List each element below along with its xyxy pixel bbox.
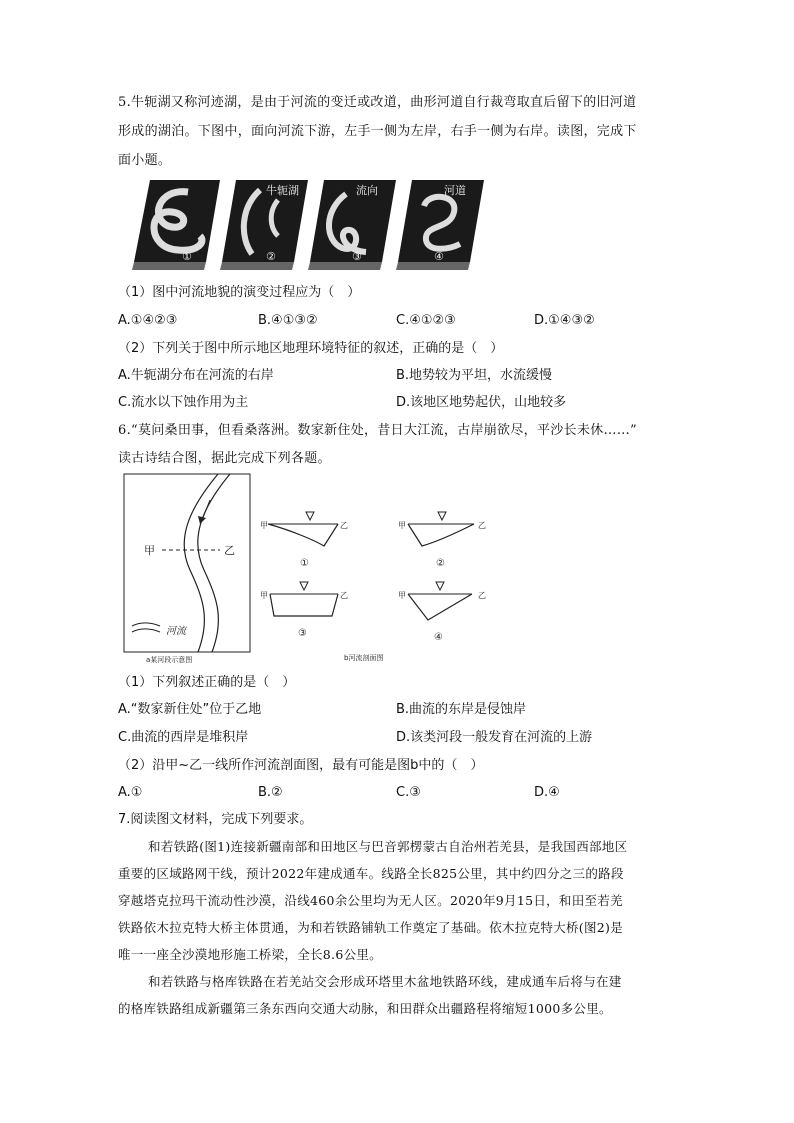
q5-stem-line3: 面小题。 bbox=[118, 153, 172, 168]
profile-4-number: ④ bbox=[434, 632, 443, 643]
profile-1-yi: 乙 bbox=[340, 521, 348, 530]
q7-para2-line1: 和若铁路与格库铁路在若羌站交会形成环塔里木盆地铁路环线，建成通车后将与在建 bbox=[148, 974, 622, 989]
q5-sub1-option-d[interactable]: D.①④③② bbox=[534, 313, 595, 328]
panel-2-number: ② bbox=[266, 250, 276, 263]
profile-1 bbox=[260, 512, 348, 569]
profile-4-jia: 甲 bbox=[398, 591, 406, 600]
q6-sub2-option-a[interactable]: A.① bbox=[118, 785, 143, 800]
q6-sub1-question: （1）下列叙述正确的是（ ） bbox=[118, 675, 296, 690]
q5-sub1-option-b[interactable]: B.④①③② bbox=[258, 313, 318, 328]
map-river-label: 河流 bbox=[166, 626, 186, 637]
q7-title: 7.阅读图文材料，完成下列要求。 bbox=[118, 812, 313, 827]
profile-2-jia: 甲 bbox=[398, 521, 406, 530]
q6-sub2-option-b[interactable]: B.② bbox=[258, 785, 283, 800]
oxbow-lake-figure bbox=[128, 178, 488, 273]
map-jia-label: 甲 bbox=[144, 544, 155, 557]
q7-para2-line2: 的格库铁路组成新疆第三条东西向交通大动脉，和田群众出疆路程将缩短1000多公里。 bbox=[118, 1001, 612, 1016]
profile-4-yi: 乙 bbox=[478, 591, 486, 600]
q5-sub2-option-b[interactable]: B.地势较为平坦，水流缓慢 bbox=[396, 368, 553, 383]
panel-3 bbox=[308, 180, 396, 270]
profile-3 bbox=[260, 582, 348, 639]
panel-1-number: ① bbox=[182, 250, 192, 263]
map-caption: a某河段示意图 bbox=[146, 656, 193, 664]
q5-sub2-question: （2）下列关于图中所示地区地理环境特征的叙述，正确的是（ ） bbox=[118, 341, 504, 356]
q6-sub1-option-a[interactable]: A.“数家新住处”位于乙地 bbox=[118, 702, 262, 717]
profile-2-number: ② bbox=[436, 558, 445, 569]
q7-para1-line3: 穿越塔克拉玛干流动性沙漠，沿线460余公里均为无人区。2020年9月15日，和田至若羌 bbox=[118, 893, 623, 908]
q6-sub1-option-d[interactable]: D.该类河段一般发育在河流的上游 bbox=[396, 730, 593, 745]
q7-para1-line2: 重要的区域路网干线，预计2022年建成通车。线路全长825公里，其中约四分之三的路段 bbox=[118, 866, 624, 881]
river-section-map bbox=[124, 474, 250, 664]
profile-3-yi: 乙 bbox=[340, 591, 348, 600]
q5-sub2-option-a[interactable]: A.牛轭湖分布在河流的右岸 bbox=[118, 368, 274, 383]
profile-2 bbox=[398, 512, 486, 569]
map-yi-label: 乙 bbox=[224, 544, 235, 557]
channel-label: 河道 bbox=[444, 184, 466, 197]
profile-3-number: ③ bbox=[298, 628, 307, 639]
panel-3-number: ③ bbox=[352, 250, 362, 263]
q5-stem-line1: 5.牛轭湖又称河迹湖，是由于河流的变迁或改道，曲形河道自行裁弯取直后留下的旧河道 bbox=[118, 95, 637, 110]
q5-sub1-question: （1）图中河流地貌的演变过程应为（ ） bbox=[118, 285, 361, 300]
q6-sub2-option-d[interactable]: D.④ bbox=[534, 785, 560, 800]
q7-para1-line5: 唯一一座全沙漠地形施工桥梁，全长8.6公里。 bbox=[118, 947, 382, 962]
q5-stem-line2: 形成的湖泊。下图中，面向河流下游，左手一侧为左岸，右手一侧为右岸。读图，完成下 bbox=[118, 124, 637, 139]
q6-stem-line1: 6.“莫问桑田事，但看桑落洲。数家新住处，昔日大江流，古岸崩欲尽，平沙长未休……” bbox=[118, 423, 637, 438]
q6-sub1-option-b[interactable]: B.曲流的东岸是侵蚀岸 bbox=[396, 702, 527, 717]
oxbow-label: 牛轭湖 bbox=[266, 184, 299, 197]
profile-2-yi: 乙 bbox=[478, 521, 486, 530]
panel-1 bbox=[132, 180, 220, 270]
q5-sub2-option-c[interactable]: C.流水以下蚀作用为主 bbox=[118, 395, 249, 410]
panel-4 bbox=[396, 180, 484, 270]
profile-1-number: ① bbox=[300, 558, 309, 569]
q5-sub1-option-a[interactable]: A.①④②③ bbox=[118, 313, 178, 328]
q7-para1-line4: 铁路依木拉克特大桥主体贯通，为和若铁路铺轨工作奠定了基础。依木拉克特大桥(图2)是 bbox=[118, 920, 624, 935]
q6-sub2-option-c[interactable]: C.③ bbox=[396, 785, 421, 800]
q6-sub1-option-c[interactable]: C.曲流的西岸是堆积岸 bbox=[118, 730, 249, 745]
profile-1-jia: 甲 bbox=[260, 521, 268, 530]
profile-3-jia: 甲 bbox=[260, 591, 268, 600]
profile-caption: b河流剖面图 bbox=[344, 654, 384, 662]
q7-para1-line1: 和若铁路(图1)连接新疆南部和田地区与巴音郭楞蒙古自治州若羌县，是我国西部地区 bbox=[148, 839, 628, 854]
profile-4 bbox=[398, 582, 486, 643]
q6-stem-line2: 读古诗结合图，据此完成下列各题。 bbox=[118, 451, 331, 466]
q6-sub2-question: （2）沿甲~乙一线所作河流剖面图，最有可能是图b中的（ ） bbox=[118, 758, 484, 773]
q5-sub1-option-c[interactable]: C.④①②③ bbox=[396, 313, 456, 328]
panel-2 bbox=[220, 180, 308, 270]
river-figure bbox=[118, 470, 498, 670]
q5-sub2-option-d[interactable]: D.该地区地势起伏，山地较多 bbox=[396, 395, 567, 410]
panel-4-number: ④ bbox=[434, 250, 444, 263]
flow-label: 流向 bbox=[356, 184, 378, 197]
